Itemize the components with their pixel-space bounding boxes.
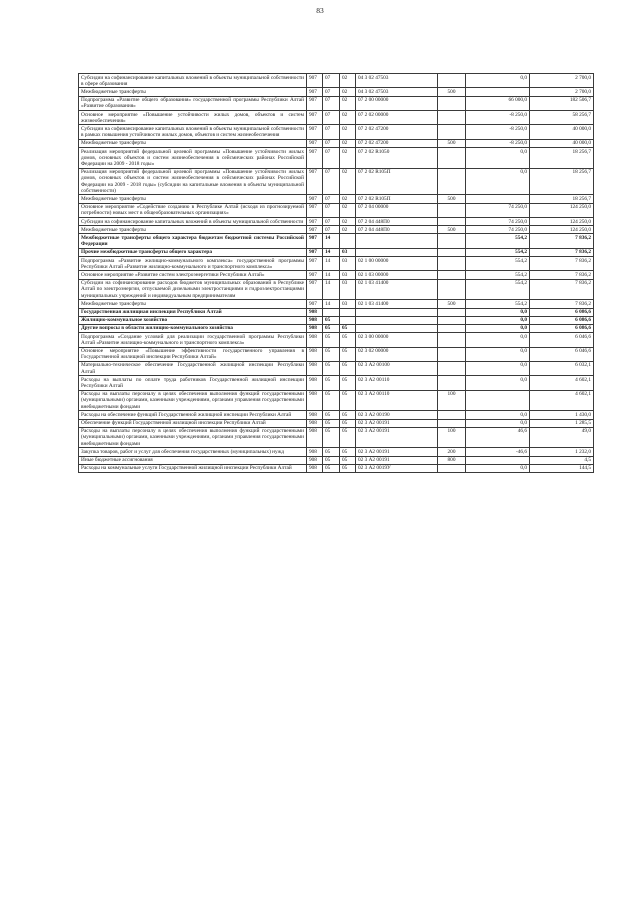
total-amount: 124 250,0	[530, 203, 594, 217]
expense-type-code	[438, 125, 466, 139]
row-name: Основное мероприятие «Повышение устойчивости жилых домов, объектов и систем жизнеобеспечения»	[79, 111, 307, 125]
target-article-code: 02 3 А2 00191	[356, 427, 438, 448]
target-article-code: 02 3 А2 0019У	[356, 464, 438, 472]
section-code: 05	[323, 427, 340, 448]
expense-type-code	[438, 376, 466, 390]
table-row	[79, 203, 594, 217]
subsection-code: 02	[340, 168, 356, 195]
subsection-code: 05	[340, 324, 356, 332]
department-code: 908	[307, 390, 323, 411]
row-name: Реализация мероприятий федеральной целевой программы «Повышение устойчивости жилых домов, основных объектов и систем жизнеобеспечения в сейсмических районах Российской Федерации на 2009 - 2018 годы»	[79, 148, 307, 169]
subsection-code: 03	[340, 271, 356, 279]
subsection-code: 03	[340, 279, 356, 300]
row-name: Субсидии на софинансирование капитальных вложений в объекты муниципальной собственности в рамках повышения устойчивости жилых домов, объектов и систем жизнеобеспечения	[79, 125, 307, 139]
total-amount: 144,5	[530, 464, 594, 472]
expense-type-code	[438, 361, 466, 375]
row-name: Государственная жилищная инспекция Республики Алтай	[79, 308, 307, 316]
total-amount: 1 232,0	[530, 448, 594, 456]
subsection-code: 05	[340, 376, 356, 390]
section-code: 14	[323, 300, 340, 308]
expense-type-code: 500	[438, 195, 466, 203]
subsection-code: 02	[340, 125, 356, 139]
department-code: 908	[307, 361, 323, 375]
subsection-code: 02	[340, 195, 356, 203]
expense-type-code	[438, 333, 466, 347]
department-code: 908	[307, 411, 323, 419]
department-code: 907	[307, 168, 323, 195]
department-code: 908	[307, 419, 323, 427]
change-amount: 0,0	[466, 168, 530, 195]
section-code: 07	[323, 148, 340, 169]
row-name: Расходы на коммунальные услуги Государственной жилищной инспекции Республики Алтай	[79, 464, 307, 472]
target-article-code: 02 1 03 00000	[356, 271, 438, 279]
section-code: 05	[323, 456, 340, 464]
department-code: 907	[307, 257, 323, 271]
row-name: Расходы на выплаты по оплате труда работников Государственной жилищной инспекции Республики Алтай	[79, 376, 307, 390]
table-row	[79, 234, 594, 248]
section-code: 07	[323, 218, 340, 226]
department-code: 907	[307, 148, 323, 169]
row-name: Межбюджетные трансферты	[79, 300, 307, 308]
change-amount: -8 250,0	[466, 111, 530, 125]
total-amount: 7 836,2	[530, 257, 594, 271]
total-amount: 1 285,5	[530, 419, 594, 427]
row-name: Межбюджетные трансферты	[79, 195, 307, 203]
change-amount	[466, 88, 530, 96]
total-amount: 7 836,2	[530, 279, 594, 300]
total-amount: 6 086,6	[530, 316, 594, 324]
expense-type-code	[438, 111, 466, 125]
expense-type-code	[438, 96, 466, 110]
change-amount: 554,2	[466, 234, 530, 248]
department-code: 907	[307, 96, 323, 110]
target-article-code: 04 3 02 47503	[356, 88, 438, 96]
row-name: Основное мероприятие «Развитие систем электроэнергетики Республики Алтай»	[79, 271, 307, 279]
total-amount: 182 506,7	[530, 96, 594, 110]
total-amount: 4,5	[530, 456, 594, 464]
section-code: 05	[323, 390, 340, 411]
expense-type-code	[438, 257, 466, 271]
row-name: Иные бюджетные ассигнования	[79, 456, 307, 464]
subsection-code: 02	[340, 203, 356, 217]
section-code: 05	[323, 419, 340, 427]
subsection-code	[340, 316, 356, 324]
expense-type-code	[438, 168, 466, 195]
target-article-code: 02 3 А2 00110	[356, 376, 438, 390]
total-amount: 40 000,0	[530, 139, 594, 147]
table-row	[79, 96, 594, 110]
row-name: Обеспечение функций Государственной жилищной инспекции Республики Алтай	[79, 419, 307, 427]
target-article-code	[356, 324, 438, 332]
row-name: Основное мероприятие «Содействие созданию в Республике Алтай (исходя из прогнозируемой потребности) новых мест в общеобразовательных организациях»	[79, 203, 307, 217]
target-article-code	[356, 316, 438, 324]
table-row	[79, 333, 594, 347]
target-article-code: 02 1 03 41400	[356, 300, 438, 308]
change-amount: 0,0	[466, 347, 530, 361]
change-amount	[466, 195, 530, 203]
target-article-code: 02 3 А2 00190	[356, 411, 438, 419]
section-code: 14	[323, 279, 340, 300]
department-code: 907	[307, 234, 323, 248]
change-amount: 0,0	[466, 148, 530, 169]
section-code: 05	[323, 316, 340, 324]
department-code: 908	[307, 456, 323, 464]
table-row	[79, 464, 594, 472]
target-article-code: 02 3 А2 00191	[356, 456, 438, 464]
table-row	[79, 456, 594, 464]
change-amount: 0,0	[466, 361, 530, 375]
target-article-code: 07 2 00 00000	[356, 96, 438, 110]
target-article-code: 07 2 04 00000	[356, 203, 438, 217]
target-article-code	[356, 308, 438, 316]
target-article-code: 02 1 00 00000	[356, 257, 438, 271]
expense-type-code	[438, 74, 466, 88]
target-article-code: 02 1 03 41400	[356, 279, 438, 300]
department-code: 907	[307, 226, 323, 234]
expense-type-code: 100	[438, 427, 466, 448]
table-row	[79, 279, 594, 300]
department-code: 908	[307, 333, 323, 347]
section-code: 05	[323, 333, 340, 347]
section-code: 14	[323, 257, 340, 271]
section-code: 07	[323, 168, 340, 195]
target-article-code: 07 2 02 00000	[356, 111, 438, 125]
expense-type-code	[438, 316, 466, 324]
row-name: Основное мероприятие «Повышение эффективности государственного управления в Государственной жилищной инспекции Республики Алтай»	[79, 347, 307, 361]
target-article-code: 02 3 02 00000	[356, 347, 438, 361]
subsection-code: 05	[340, 448, 356, 456]
section-code: 05	[323, 324, 340, 332]
table-row	[79, 125, 594, 139]
expense-type-code	[438, 234, 466, 248]
budget-table	[78, 73, 594, 473]
subsection-code: 03	[340, 257, 356, 271]
expense-type-code	[438, 347, 466, 361]
table-row	[79, 248, 594, 256]
row-name: Закупка товаров, работ и услуг для обеспечения государственных (муниципальных) нужд	[79, 448, 307, 456]
table-row	[79, 74, 594, 88]
total-amount: 7 836,2	[530, 271, 594, 279]
table-row	[79, 195, 594, 203]
subsection-code: 05	[340, 347, 356, 361]
total-amount: 2 700,0	[530, 88, 594, 96]
subsection-code: 02	[340, 74, 356, 88]
subsection-code: 05	[340, 361, 356, 375]
row-name: Подпрограмма «Развитие общего образования» государственной программы Республики Алтай «Развитие образования»	[79, 96, 307, 110]
subsection-code: 03	[340, 300, 356, 308]
change-amount: 0,0	[466, 419, 530, 427]
department-code: 907	[307, 300, 323, 308]
subsection-code: 03	[340, 248, 356, 256]
total-amount: 6 032,1	[530, 361, 594, 375]
department-code: 908	[307, 427, 323, 448]
total-amount: 6 086,6	[530, 324, 594, 332]
row-name: Расходы на выплаты персоналу в целях обеспечения выполнения функций государственными (муниципальными) органами, казенными учреждениями, органами управления государственными внебюджетными фондами	[79, 427, 307, 448]
department-code: 907	[307, 88, 323, 96]
department-code: 907	[307, 125, 323, 139]
table-row	[79, 271, 594, 279]
row-name: Другие вопросы в области жилищно-коммунального хозяйства	[79, 324, 307, 332]
subsection-code: 05	[340, 390, 356, 411]
page-number: 83	[316, 6, 324, 15]
expense-type-code: 500	[438, 88, 466, 96]
section-code: 14	[323, 234, 340, 248]
section-code: 05	[323, 464, 340, 472]
section-code: 07	[323, 88, 340, 96]
table-row	[79, 88, 594, 96]
section-code: 07	[323, 125, 340, 139]
department-code: 908	[307, 324, 323, 332]
expense-type-code	[438, 324, 466, 332]
total-amount: 18 256,7	[530, 148, 594, 169]
table-row	[79, 148, 594, 169]
subsection-code: 05	[340, 411, 356, 419]
row-name: Межбюджетные трансферты	[79, 226, 307, 234]
table-row	[79, 218, 594, 226]
expense-type-code: 500	[438, 226, 466, 234]
change-amount: 0,0	[466, 74, 530, 88]
table-row	[79, 411, 594, 419]
table-row	[79, 308, 594, 316]
section-code: 14	[323, 271, 340, 279]
change-amount: -8 250,0	[466, 125, 530, 139]
expense-type-code	[438, 419, 466, 427]
change-amount: 74 250,0	[466, 226, 530, 234]
subsection-code	[340, 234, 356, 248]
section-code: 07	[323, 226, 340, 234]
total-amount: 7 836,2	[530, 300, 594, 308]
table-row	[79, 168, 594, 195]
target-article-code: 07 2 04 448П0	[356, 218, 438, 226]
row-name: Подпрограмма «Развитие жилищно-коммунального комплекса» государственной программы Республики Алтай «Развитие жилищно-коммунального и транспортного комплекса»	[79, 257, 307, 271]
table-row	[79, 111, 594, 125]
row-name: Прочие межбюджетные трансферты общего характера	[79, 248, 307, 256]
section-code: 05	[323, 448, 340, 456]
row-name: Подпрограмма «Создание условий для реализации государственной программы Республики Алтай «Развитие жилищно-коммунального и транспортного комплекса»	[79, 333, 307, 347]
change-amount: -46,6	[466, 448, 530, 456]
table-row	[79, 361, 594, 375]
department-code: 908	[307, 448, 323, 456]
row-name: Субсидии на софинансирование расходов бюджетов муниципальных образований в Республике Алтай по электроэнергии, отпускаемой дизельными электростанциями и гидроэлектростанциями муниципальных учреждений и индивидуальным предпринимателям	[79, 279, 307, 300]
total-amount: 7 836,2	[530, 234, 594, 248]
target-article-code: 07 2 02 R1050	[356, 148, 438, 169]
change-amount	[466, 390, 530, 411]
section-code: 05	[323, 411, 340, 419]
target-article-code: 07 2 02 47200	[356, 125, 438, 139]
total-amount: 18 256,7	[530, 195, 594, 203]
subsection-code: 02	[340, 139, 356, 147]
row-name: Межбюджетные трансферты	[79, 139, 307, 147]
subsection-code: 02	[340, 96, 356, 110]
expense-type-code	[438, 248, 466, 256]
section-code: 05	[323, 376, 340, 390]
department-code: 907	[307, 111, 323, 125]
table-row	[79, 300, 594, 308]
section-code: 05	[323, 347, 340, 361]
row-name: Субсидии на софинансирование капитальных вложений в объекты муниципальной собственности	[79, 218, 307, 226]
subsection-code: 05	[340, 419, 356, 427]
expense-type-code	[438, 271, 466, 279]
table-row	[79, 419, 594, 427]
section-code: 07	[323, 96, 340, 110]
subsection-code: 02	[340, 226, 356, 234]
total-amount: 6 046,6	[530, 347, 594, 361]
target-article-code: 07 2 02 R105П	[356, 168, 438, 195]
section-code: 07	[323, 195, 340, 203]
department-code: 908	[307, 376, 323, 390]
table-row	[79, 316, 594, 324]
target-article-code: 04 3 02 47503	[356, 74, 438, 88]
subsection-code	[340, 308, 356, 316]
change-amount: 0,0	[466, 308, 530, 316]
total-amount: 58 256,7	[530, 111, 594, 125]
target-article-code	[356, 234, 438, 248]
row-name: Жилищно-коммунальное хозяйство	[79, 316, 307, 324]
target-article-code: 02 3 00 00000	[356, 333, 438, 347]
row-name: Расходы на обеспечение функций Государственной жилищной инспекции Республики Алтай	[79, 411, 307, 419]
department-code: 908	[307, 347, 323, 361]
table-row	[79, 226, 594, 234]
section-code: 07	[323, 74, 340, 88]
subsection-code: 05	[340, 427, 356, 448]
department-code: 907	[307, 74, 323, 88]
department-code: 907	[307, 248, 323, 256]
section-code: 07	[323, 203, 340, 217]
table-row	[79, 448, 594, 456]
total-amount: 40 000,0	[530, 125, 594, 139]
total-amount: 124 250,0	[530, 226, 594, 234]
change-amount: 0,0	[466, 316, 530, 324]
expense-type-code	[438, 411, 466, 419]
table-row	[79, 347, 594, 361]
change-amount: 66 000,0	[466, 96, 530, 110]
expense-type-code	[438, 308, 466, 316]
department-code: 908	[307, 308, 323, 316]
target-article-code: 07 2 02 R105П	[356, 195, 438, 203]
change-amount	[466, 456, 530, 464]
target-article-code: 02 3 А2 00100	[356, 361, 438, 375]
total-amount: 7 836,2	[530, 248, 594, 256]
change-amount: 0,0	[466, 376, 530, 390]
total-amount: 6 046,6	[530, 333, 594, 347]
subsection-code: 02	[340, 111, 356, 125]
expense-type-code: 200	[438, 448, 466, 456]
section-code: 05	[323, 361, 340, 375]
subsection-code: 02	[340, 218, 356, 226]
expense-type-code	[438, 279, 466, 300]
subsection-code: 05	[340, 464, 356, 472]
department-code: 907	[307, 195, 323, 203]
table-row	[79, 390, 594, 411]
target-article-code: 07 2 02 47200	[356, 139, 438, 147]
change-amount: 554,2	[466, 300, 530, 308]
subsection-code: 05	[340, 456, 356, 464]
department-code: 907	[307, 218, 323, 226]
change-amount: 46,6	[466, 427, 530, 448]
target-article-code: 02 3 А2 00191	[356, 448, 438, 456]
row-name: Субсидии на софинансирование капитальных вложений в объекты муниципальной собственности в сфере образования	[79, 74, 307, 88]
change-amount: 554,2	[466, 248, 530, 256]
expense-type-code: 500	[438, 139, 466, 147]
department-code: 907	[307, 139, 323, 147]
expense-type-code: 500	[438, 300, 466, 308]
table-row	[79, 257, 594, 271]
row-name: Межбюджетные трансферты	[79, 88, 307, 96]
row-name: Реализация мероприятий федеральной целевой программы «Повышение устойчивости жилых домов, основных объектов и систем жизнеобеспечения в сейсмических районах Российской Федерации на 2009 - 2018 годы» (субсидии на капитальные вложения в объекты муниципальной собственности)	[79, 168, 307, 195]
total-amount: 49,0	[530, 427, 594, 448]
total-amount: 4 602,1	[530, 390, 594, 411]
change-amount: 74 250,0	[466, 203, 530, 217]
department-code: 907	[307, 203, 323, 217]
target-article-code	[356, 248, 438, 256]
change-amount: 554,2	[466, 271, 530, 279]
total-amount: 124 250,0	[530, 218, 594, 226]
change-amount: 554,2	[466, 279, 530, 300]
table-row	[79, 139, 594, 147]
subsection-code: 02	[340, 148, 356, 169]
department-code: 907	[307, 271, 323, 279]
target-article-code: 07 2 04 448П0	[356, 226, 438, 234]
change-amount: 0,0	[466, 464, 530, 472]
expense-type-code	[438, 148, 466, 169]
department-code: 907	[307, 279, 323, 300]
expense-type-code	[438, 218, 466, 226]
expense-type-code	[438, 464, 466, 472]
row-name: Расходы на выплаты персоналу в целях обеспечения выполнения функций государственными (муниципальными) органами, казенными учреждениями, органами управления государственными внебюджетными фондами	[79, 390, 307, 411]
section-code	[323, 308, 340, 316]
total-amount: 6 086,6	[530, 308, 594, 316]
department-code: 908	[307, 464, 323, 472]
total-amount: 4 602,1	[530, 376, 594, 390]
total-amount: 18 256,7	[530, 168, 594, 195]
section-code: 07	[323, 111, 340, 125]
subsection-code: 02	[340, 88, 356, 96]
section-code: 07	[323, 139, 340, 147]
target-article-code: 02 3 А2 00191	[356, 419, 438, 427]
change-amount: 0,0	[466, 333, 530, 347]
change-amount: 74 250,0	[466, 218, 530, 226]
table-row	[79, 427, 594, 448]
department-code: 908	[307, 316, 323, 324]
section-code: 14	[323, 248, 340, 256]
table-row	[79, 324, 594, 332]
expense-type-code: 100	[438, 390, 466, 411]
expense-type-code: 800	[438, 456, 466, 464]
change-amount: -8 250,0	[466, 139, 530, 147]
change-amount: 0,0	[466, 411, 530, 419]
total-amount: 2 700,0	[530, 74, 594, 88]
table-row	[79, 376, 594, 390]
total-amount: 1 430,0	[530, 411, 594, 419]
change-amount: 554,2	[466, 257, 530, 271]
expense-type-code	[438, 203, 466, 217]
target-article-code: 02 3 А2 00110	[356, 390, 438, 411]
subsection-code: 05	[340, 333, 356, 347]
row-name: Межбюджетные трансферты общего характера бюджетам бюджетной системы Российской Федерации	[79, 234, 307, 248]
change-amount: 0,0	[466, 324, 530, 332]
row-name: Материально-техническое обеспечение Государственной жилищной инспекции Республики Алтай	[79, 361, 307, 375]
